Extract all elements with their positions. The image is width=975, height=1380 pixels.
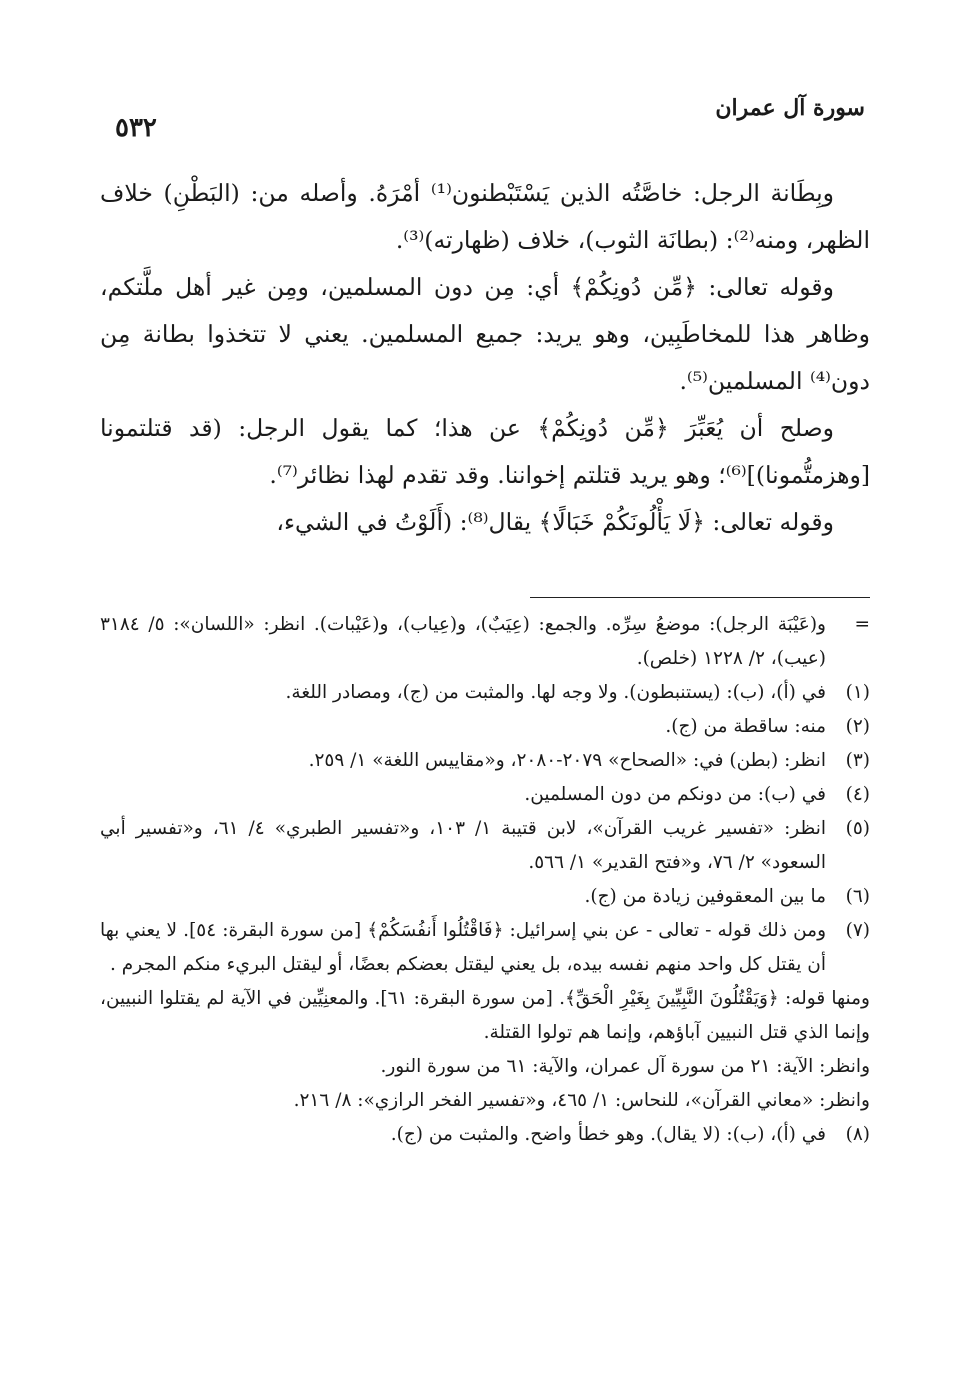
footnote [100, 914, 870, 982]
surah-title: سورة آل عمران [715, 95, 865, 121]
paragraph: وصلح أن يُعَبِّرَ ﴿مِّن دُونِكُمْ﴾ عن هذا؛ كما يقول الرجل: (قد قتلتمونا [وهزمتُّمونا)]⁽⁶⁾؛ وهو يريد قتلتم إخواننا. وقد تقدم لهذا نظائر⁽⁷⁾. [100, 414, 870, 489]
footnote [100, 676, 870, 710]
footnote [100, 710, 870, 744]
footnote-paragraph [100, 982, 870, 1050]
footnote-number: (٥) [845, 818, 870, 839]
footnote-divider [530, 597, 870, 598]
footnote [100, 778, 870, 812]
footnote [100, 880, 870, 914]
footnote-marker: = [854, 614, 870, 635]
footnote-number: (٢) [845, 716, 870, 737]
footnote-number: (٨) [845, 1124, 870, 1145]
paragraph: وبِطَانة الرجل: خاصَّتُه الذين يَسْتَبْطنون⁽¹⁾ أمْرَهُ. وأصله من: (البَطْنِ) خلاف الظهر، ومنه⁽²⁾: (بطانَة الثوب)، خلاف (ظهارته)⁽³⁾. [100, 179, 870, 254]
footnote-number: (١) [845, 682, 870, 703]
paragraph: وقوله تعالى: ﴿لَا يَأْلُونَكُمْ خَبَالًا﴾ يقال⁽⁸⁾: (أَلَوْتُ في الشيء، [276, 508, 834, 536]
footnote-number: (٤) [845, 784, 870, 805]
footnote-number: (٧) [845, 920, 870, 941]
footnote-text: ومن ذلك قوله - تعالى - عن بني إسرائيل: ﴿فَاقْتُلُوا أَنفُسَكُمْ﴾ [من سورة البقرة: ٥٤]. لا يعني بها أن يقتل كل واحد منهم نفسه بيده، بل يعني ليقتل بعضكم بعضًا، أو ليقتل البريء منكم المجرم . [100, 920, 827, 975]
footnote-continuation [100, 608, 870, 676]
footnote-text: و(عَيْبَة الرجل): موضعُ سِرِّه. والجمع: (عِيَبٌ)، و(عِياب)، و(عَيْبات). انظر: «اللسان»: ٥/ ٣١٨٤ (عيب)، ٢/ ١٢٢٨ (خلص). [100, 614, 826, 669]
footnote-text: ما بين المعقوفين زيادة من (ج). [584, 886, 826, 907]
footnote-text: انظر: «تفسير غريب القرآن»، لابن قتيبة ١/ ١٠٣، و«تفسير الطبري» ٤/ ٦١، و«تفسير أبي السعود» ٢/ ٧٦، و«فتح القدير» ١/ ٥٦٦. [100, 818, 826, 873]
footnote-text: وانظر: الآية: ٢١ من سورة آل عمران، والآية: ٦١ من سورة النور. [380, 1056, 870, 1077]
footnote-paragraph [100, 1084, 870, 1118]
footnote-text: ومنها قوله: ﴿وَيَقْتُلُونَ النَّبِيِّينَ بِغَيْرِ الْحَقِّ﴾. [من سورة البقرة: ٦١]. والمعنِيِّين في الآية لم يقتلوا النبيين، وإنما الذي قتل النبيين آباؤهم، وإنما هم تولوا القتلة. [100, 988, 870, 1043]
footnote-text: وانظر: «معاني القرآن»، للنحاس: ١/ ٤٦٥، و«تفسير الفخر الرازي»: ٨/ ٢١٦. [293, 1090, 870, 1111]
footnote-text: في (أ)، (ب): (يستنبطون). ولا وجه لها. والمثبت من (ج)، ومصادر اللغة. [285, 682, 826, 703]
main-text [100, 170, 870, 546]
footnote-text: في (ب): من دونكم من دون المسلمين. [524, 784, 826, 805]
footnotes [100, 608, 870, 1152]
footnote [100, 1118, 870, 1152]
footnote-text: منه: ساقطة من (ج). [665, 716, 826, 737]
footnote-number: (٣) [845, 750, 870, 771]
footnote [100, 812, 870, 880]
footnote-text: انظر: (بطن) في: «الصحاح» ٢٠٧٩-٢٠٨٠، و«مقاييس اللغة» ١/ ٢٥٩. [308, 750, 826, 771]
page-number: ٥٣٢ [115, 113, 157, 143]
page-header [105, 95, 865, 143]
footnote [100, 744, 870, 778]
footnote-text: في (أ)، (ب): (لا يقال). وهو خطأ واضح. والمثبت من (ج). [390, 1124, 826, 1145]
paragraph: وقوله تعالى: ﴿مِّن دُونِكُمْ﴾ أي: مِن دون المسلمين، ومِن غير أهل ملَّتكم، وظاهر هذا للمخاطَبِين، وهو يريد: جميع المسلمين. يعني لا تتخذوا بطانة مِن دون⁽⁴⁾ المسلمين⁽⁵⁾. [100, 273, 870, 395]
footnote-number: (٦) [845, 886, 870, 907]
footnote-paragraph [100, 1050, 870, 1084]
